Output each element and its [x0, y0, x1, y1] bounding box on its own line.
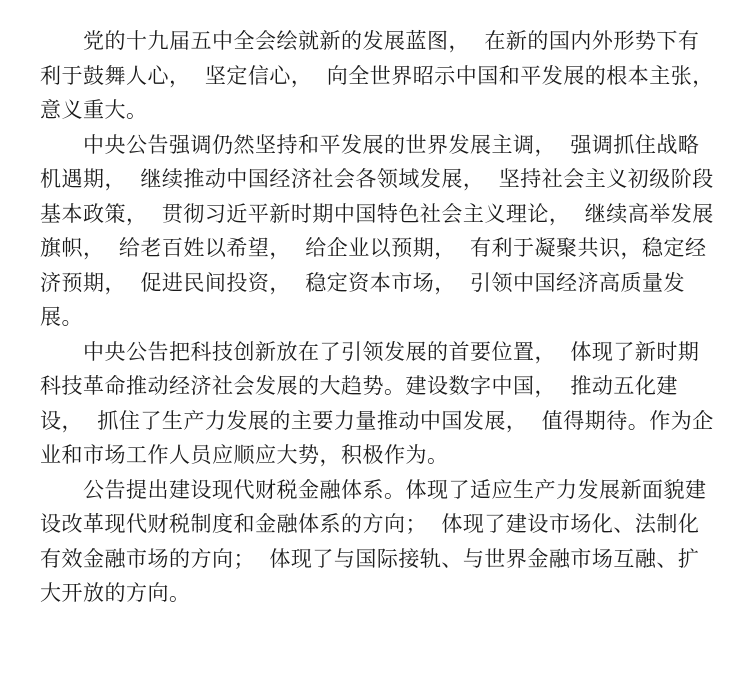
paragraph: 公告提出建设现代财税金融体系。体现了适应生产力发展新面貌建设改革现代财税制度和金融体系的方向； 体现了建设市场化、法制化有效金融市场的方向； 体现了与国际接轨、与世界金融市场互融、扩大开放的方向。	[40, 477, 707, 605]
paragraph: 中央公告强调仍然坚持和平发展的世界发展主调， 强调抓住战略机遇期， 继续推动中国经济社会各领域发展， 坚持社会主义初级阶段基本政策， 贯彻习近平新时期中国特色社会主义理论， 继续高举发展旗帜， 给老百姓以希望， 给企业以预期， 有利于凝聚共识，稳定经济预期， 促进民间投资， 稳定资本市场， 引领中国经济高质量发展。	[40, 132, 714, 329]
paragraph: 党的十九届五中全会绘就新的发展蓝图， 在新的国内外形势下有利于鼓舞人心， 坚定信心， 向全世界昭示中国和平发展的根本主张，意义重大。	[40, 29, 714, 122]
article-body	[40, 24, 714, 611]
paragraph: 中央公告把科技创新放在了引领发展的首要位置， 体现了新时期科技革命推动经济社会发展的大趋势。建设数字中国， 推动五化建设， 抓住了生产力发展的主要力量推动中国发展， 值得期待。作为企业和市场工作人员应顺应大势，积极作为。	[40, 339, 714, 467]
